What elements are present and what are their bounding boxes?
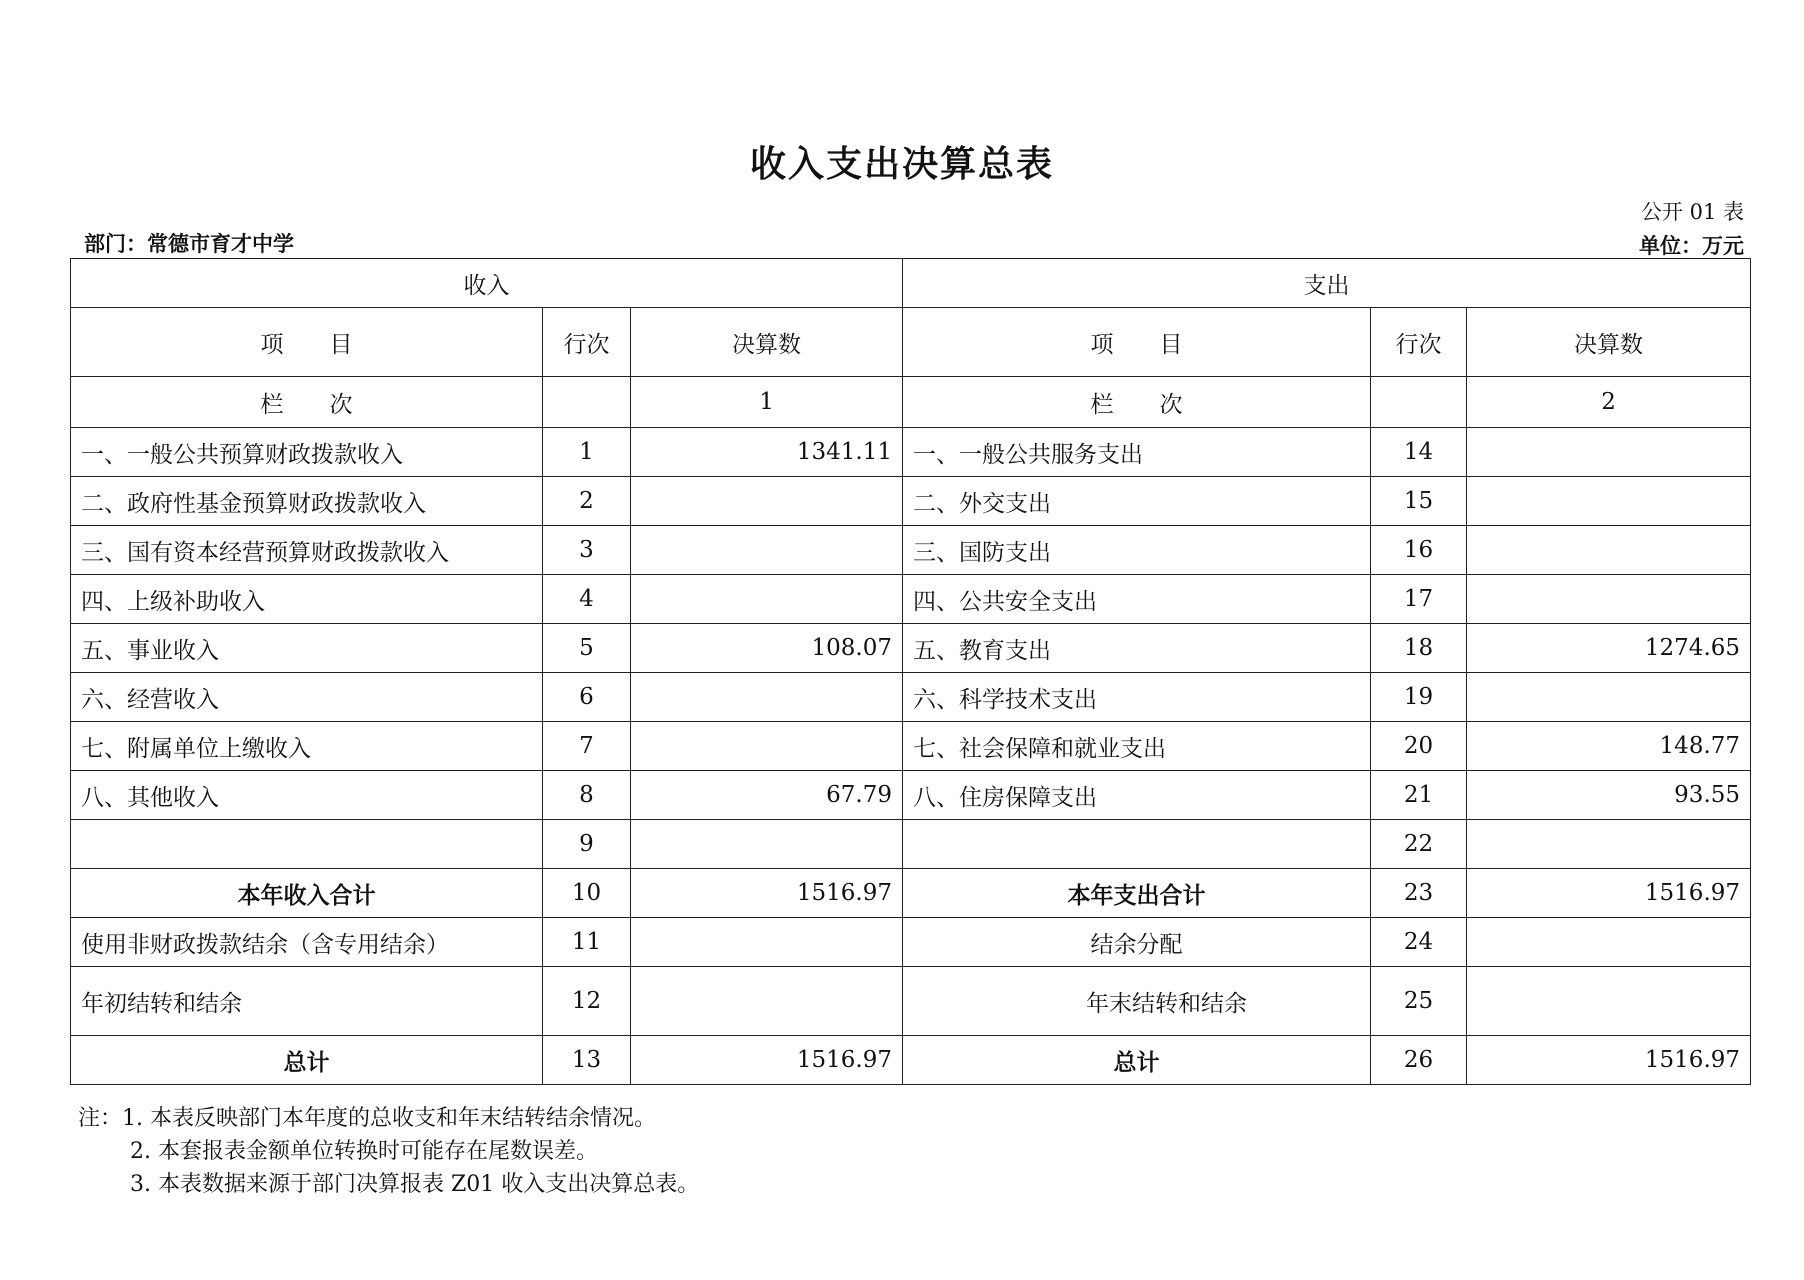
income-amount xyxy=(631,477,903,526)
income-section-header: 收入 xyxy=(71,259,903,308)
expense-column-rowno xyxy=(1371,377,1467,428)
income-grand-total-number: 13 xyxy=(543,1036,631,1085)
expense-grand-total-number: 26 xyxy=(1371,1036,1467,1085)
expense-amount xyxy=(1467,526,1751,575)
footnotes xyxy=(78,1102,699,1201)
expense-item-header: 项 目 xyxy=(903,308,1371,377)
footnote-1: 注：1. 本表反映部门本年度的总收支和年末结转结余情况。 xyxy=(78,1106,656,1131)
expense-amount: 93.55 xyxy=(1467,771,1751,820)
expense-row-number: 19 xyxy=(1371,673,1467,722)
expense-row-number: 22 xyxy=(1371,820,1467,869)
expense-amount xyxy=(1467,428,1751,477)
expense-item: 二、外交支出 xyxy=(903,477,1371,526)
expense-row-number: 16 xyxy=(1371,526,1467,575)
expense-amount xyxy=(1467,477,1751,526)
income-column-index: 1 xyxy=(631,377,903,428)
table-row xyxy=(71,771,1751,820)
expense-item: 四、公共安全支出 xyxy=(903,575,1371,624)
year-income-total-amount: 1516.97 xyxy=(631,869,903,918)
expense-item: 五、教育支出 xyxy=(903,624,1371,673)
page-title: 收入支出决算总表 xyxy=(749,143,1054,185)
table-row xyxy=(71,673,1751,722)
year-expense-total-number: 23 xyxy=(1371,869,1467,918)
income-row-number: 3 xyxy=(543,526,631,575)
table-row xyxy=(71,575,1751,624)
income-amount xyxy=(631,575,903,624)
carryover-row xyxy=(71,967,1751,1036)
income-grand-total-label: 总计 xyxy=(71,1036,543,1085)
year-expense-total-amount: 1516.97 xyxy=(1467,869,1751,918)
income-item: 六、经营收入 xyxy=(71,673,543,722)
income-amount xyxy=(631,820,903,869)
column-header-row xyxy=(71,308,1751,377)
nonfiscal-balance-label: 使用非财政拨款结余（含专用结余） xyxy=(71,918,543,967)
income-row-number: 9 xyxy=(543,820,631,869)
income-item: 五、事业收入 xyxy=(71,624,543,673)
beginning-balance-label: 年初结转和结余 xyxy=(71,967,543,1036)
expense-amount xyxy=(1467,575,1751,624)
unit-label: 单位：万元 xyxy=(1639,233,1744,258)
income-column-label: 栏 次 xyxy=(71,377,543,428)
nonfiscal-balance-amount xyxy=(631,918,903,967)
income-amount: 1341.11 xyxy=(631,428,903,477)
beginning-balance-amount xyxy=(631,967,903,1036)
ending-balance-amount xyxy=(1467,967,1751,1036)
expense-grand-total-label: 总计 xyxy=(903,1036,1371,1085)
table-row xyxy=(71,526,1751,575)
grand-total-row xyxy=(71,1036,1751,1085)
year-total-row xyxy=(71,869,1751,918)
income-item: 四、上级补助收入 xyxy=(71,575,543,624)
balance-distribution-amount xyxy=(1467,918,1751,967)
expense-item: 七、社会保障和就业支出 xyxy=(903,722,1371,771)
income-item: 八、其他收入 xyxy=(71,771,543,820)
balance-distribution-number: 24 xyxy=(1371,918,1467,967)
expense-column-index: 2 xyxy=(1467,377,1751,428)
income-item: 七、附属单位上缴收入 xyxy=(71,722,543,771)
expense-item xyxy=(903,820,1371,869)
nonfiscal-balance-number: 11 xyxy=(543,918,631,967)
income-amount: 67.79 xyxy=(631,771,903,820)
expense-item: 八、住房保障支出 xyxy=(903,771,1371,820)
income-row-number: 4 xyxy=(543,575,631,624)
income-amount xyxy=(631,722,903,771)
table-row xyxy=(71,820,1751,869)
expense-item: 一、一般公共服务支出 xyxy=(903,428,1371,477)
income-item: 三、国有资本经营预算财政拨款收入 xyxy=(71,526,543,575)
form-code: 公开 01 表 xyxy=(1640,200,1744,224)
table-row xyxy=(71,722,1751,771)
income-amount xyxy=(631,526,903,575)
expense-row-number: 21 xyxy=(1371,771,1467,820)
income-item xyxy=(71,820,543,869)
income-row-number: 6 xyxy=(543,673,631,722)
income-amount: 108.07 xyxy=(631,624,903,673)
income-item: 一、一般公共预算财政拨款收入 xyxy=(71,428,543,477)
income-column-rowno xyxy=(543,377,631,428)
income-rowno-header: 行次 xyxy=(543,308,631,377)
balance-distribution-label: 结余分配 xyxy=(903,918,1371,967)
table-row xyxy=(71,428,1751,477)
income-amount-header: 决算数 xyxy=(631,308,903,377)
expense-row-number: 15 xyxy=(1371,477,1467,526)
ending-balance-number: 25 xyxy=(1371,967,1467,1036)
income-row-number: 7 xyxy=(543,722,631,771)
expense-amount xyxy=(1467,673,1751,722)
footnote-3: 3. 本表数据来源于部门决算报表 Z01 收入支出决算总表。 xyxy=(130,1172,700,1197)
expense-item: 六、科学技术支出 xyxy=(903,673,1371,722)
expense-row-number: 14 xyxy=(1371,428,1467,477)
income-row-number: 5 xyxy=(543,624,631,673)
section-header-row xyxy=(71,259,1751,308)
table-row xyxy=(71,624,1751,673)
income-row-number: 8 xyxy=(543,771,631,820)
income-row-number: 2 xyxy=(543,477,631,526)
income-grand-total-amount: 1516.97 xyxy=(631,1036,903,1085)
expense-item: 三、国防支出 xyxy=(903,526,1371,575)
expense-amount-header: 决算数 xyxy=(1467,308,1751,377)
expense-rowno-header: 行次 xyxy=(1371,308,1467,377)
income-row-number: 1 xyxy=(543,428,631,477)
department-label: 部门：常德市育才中学 xyxy=(84,231,294,256)
expense-amount: 148.77 xyxy=(1467,722,1751,771)
ending-balance-label: 年末结转和结余 xyxy=(903,967,1371,1036)
income-item-header: 项 目 xyxy=(71,308,543,377)
income-amount xyxy=(631,673,903,722)
balance-row xyxy=(71,918,1751,967)
expense-amount: 1274.65 xyxy=(1467,624,1751,673)
expense-grand-total-amount: 1516.97 xyxy=(1467,1036,1751,1085)
footnote-2: 2. 本套报表金额单位转换时可能存在尾数误差。 xyxy=(130,1139,598,1164)
year-expense-total-label: 本年支出合计 xyxy=(903,869,1371,918)
expense-row-number: 20 xyxy=(1371,722,1467,771)
expense-row-number: 18 xyxy=(1371,624,1467,673)
income-expense-table xyxy=(70,258,1751,1085)
expense-row-number: 17 xyxy=(1371,575,1467,624)
table-row xyxy=(71,477,1751,526)
expense-section-header: 支出 xyxy=(903,259,1751,308)
income-item: 二、政府性基金预算财政拨款收入 xyxy=(71,477,543,526)
expense-amount xyxy=(1467,820,1751,869)
expense-column-label: 栏 次 xyxy=(903,377,1371,428)
column-index-row xyxy=(71,377,1751,428)
year-income-total-label: 本年收入合计 xyxy=(71,869,543,918)
beginning-balance-number: 12 xyxy=(543,967,631,1036)
year-income-total-number: 10 xyxy=(543,869,631,918)
